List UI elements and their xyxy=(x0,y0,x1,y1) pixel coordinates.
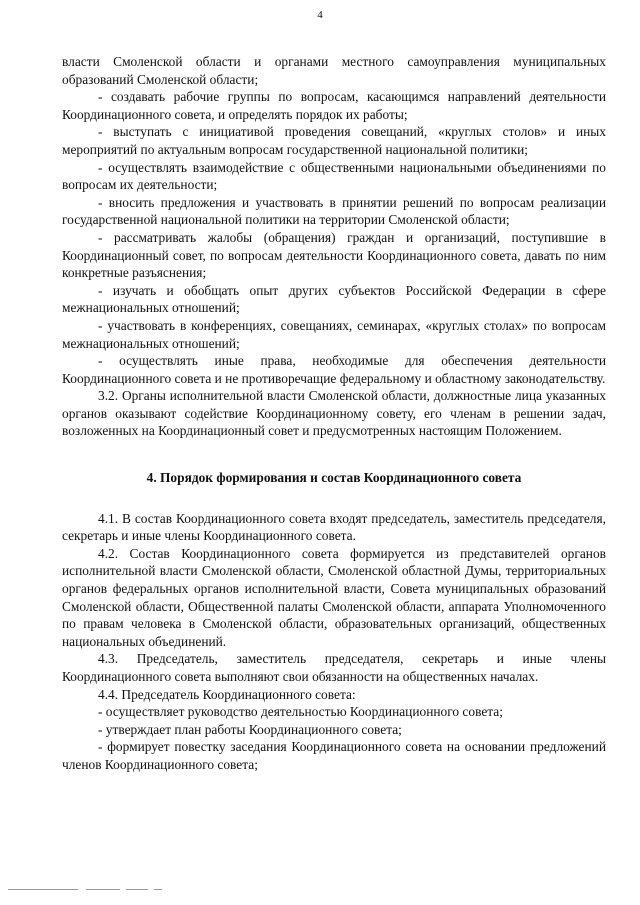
paragraph: - рассматривать жалобы (обращения) граждан и организаций, поступившие в Координационный совет, по вопросам деятельности Координационного совета, давать по ним конкретные разъяснения; xyxy=(62,229,606,281)
paragraph: - создавать рабочие группы по вопросам, касающимся направлений деятельности Координационного совета, и определять порядок их работы; xyxy=(62,89,606,122)
paragraph: - выступать с инициативой проведения совещаний, «круглых столов» и иных мероприятий по актуальным вопросам государственной национальной политики; xyxy=(62,124,606,157)
paragraph: - осуществлять иные права, необходимые для обеспечения деятельности Координационного совета и не противоречащие федеральному и областному законодательству. xyxy=(62,353,606,386)
paragraph: - участвовать в конференциях, совещаниях, семинарах, «круглых столах» по вопросам межнациональных отношений; xyxy=(62,317,606,351)
paragraph: - осуществлять взаимодействие с общественными национальными объединениями по вопросам их деятельности; xyxy=(62,159,606,193)
paragraphs-after xyxy=(62,510,606,774)
page-number: 4 xyxy=(317,9,323,21)
paragraph: власти Смоленской области и органами местного самоуправления муниципальных образований Смоленской области; xyxy=(62,54,606,87)
paragraph: - утверждает план работы Координационного совета; xyxy=(98,721,402,737)
paragraph: 4.3. Председатель, заместитель председателя, секретарь и иные члены Координационного совета выполняют свои обязанности на общественных началах. xyxy=(62,651,606,684)
paragraph: 4.2. Состав Координационного совета формируется из представителей органов исполнительной власти Смоленской области, Смоленской областной Думы, территориальных органов федеральных органов исполнительной власти, Совета муниципальных образований Смоленской области, Общественной палаты Смоленской области, аппарата Уполномоченного по правам человека в Смоленской области, образовательных организаций, общественных национальных объединений. xyxy=(62,545,606,649)
paragraph: - вносить предложения и участвовать в принятии решений по вопросам реализации государственной национальной политики на территории Смоленской области; xyxy=(62,194,606,228)
paragraph: - формирует повестку заседания Координационного совета на основании предложений членов Координационного совета; xyxy=(62,739,606,772)
paragraphs-before xyxy=(62,53,606,440)
paragraph: 4.4. Председатель Координационного совета: xyxy=(98,686,356,702)
section-heading: 4. Порядок формирования и состав Координационного совета xyxy=(146,470,522,486)
paragraph: 3.2. Органы исполнительной власти Смоленской области, должностные лица указанных органов оказывают содействие Координационному совету, его членам в решении задач, возложенных на Координационный совет и предусмотренных настоящим Положением. xyxy=(62,388,606,439)
paragraph: - осуществляет руководство деятельностью Координационного совета; xyxy=(98,704,503,720)
paragraph: 4.1. В состав Координационного совета входят председатель, заместитель председателя, секретарь и иные члены Координационного совета. xyxy=(62,510,606,544)
footer-scan-marks xyxy=(8,889,168,891)
paragraph: - изучать и обобщать опыт других субъектов Российской Федерации в сфере межнациональных отношений; xyxy=(62,282,606,316)
document-body xyxy=(62,53,606,774)
